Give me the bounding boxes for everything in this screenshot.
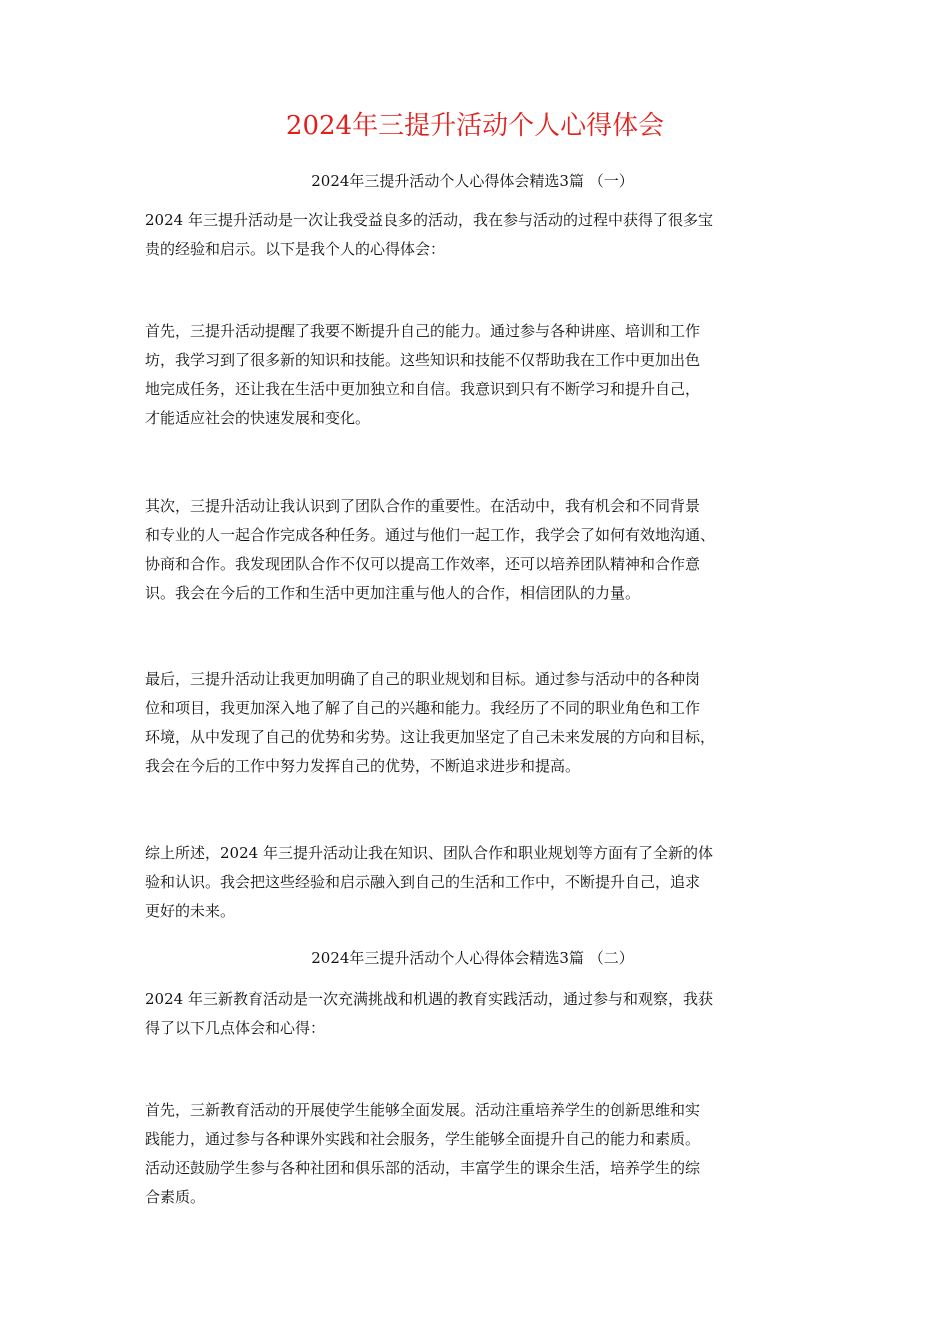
paragraph-line: 最后，三提升活动让我更加明确了自己的职业规划和目标。通过参与活动中的各种岗 xyxy=(145,670,701,688)
paragraph xyxy=(145,317,825,433)
paragraph-line: 和专业的人一起合作完成各种任务。通过与他们一起工作，我学会了如何有效地沟通、 xyxy=(145,526,716,544)
paragraph-line: 识。我会在今后的工作和生活中更加注重与他人的合作，相信团队的力量。 xyxy=(145,584,641,602)
paragraph-line: 首先，三新教育活动的开展使学生能够全面发展。活动注重培养学生的创新思维和实 xyxy=(145,1101,701,1119)
paragraph xyxy=(145,1096,825,1212)
paragraph-line: 协商和合作。我发现团队合作不仅可以提高工作效率，还可以培养团队精神和合作意 xyxy=(145,555,701,573)
paragraph-line: 位和项目，我更加深入地了解了自己的兴趣和能力。我经历了不同的职业角色和工作 xyxy=(145,699,701,717)
paragraph-line: 环境，从中发现了自己的优势和劣势。这让我更加坚定了自己未来发展的方向和目标， xyxy=(145,728,716,746)
paragraph-line: 首先，三提升活动提醒了我要不断提升自己的能力。通过参与各种讲座、培训和工作 xyxy=(145,322,701,340)
section-heading-1: 2024年三提升活动个人心得体会精选3篇 （一） xyxy=(311,172,634,190)
paragraph xyxy=(145,492,825,608)
paragraph xyxy=(145,665,825,781)
paragraph-line: 综上所述，2024 年三提升活动让我在知识、团队合作和职业规划等方面有了全新的体 xyxy=(145,844,713,862)
paragraph-line: 我会在今后的工作中努力发挥自己的优势，不断追求进步和提高。 xyxy=(145,757,581,775)
paragraph-line: 验和认识。我会把这些经验和启示融入到自己的生活和工作中，不断提升自己，追求 xyxy=(145,873,701,891)
document-title: 2024年三提升活动个人心得体会 xyxy=(285,111,665,141)
paragraph-line: 更好的未来。 xyxy=(145,902,236,920)
paragraph xyxy=(145,206,825,264)
paragraph-line: 活动还鼓励学生参与各种社团和俱乐部的活动，丰富学生的课余生活，培养学生的综 xyxy=(145,1159,701,1177)
paragraph-line: 合素质。 xyxy=(145,1188,206,1206)
paragraph-line: 2024 年三提升活动是一次让我受益良多的活动，我在参与活动的过程中获得了很多宝 xyxy=(145,211,713,229)
paragraph-line: 其次，三提升活动让我认识到了团队合作的重要性。在活动中，我有机会和不同背景 xyxy=(145,497,701,515)
paragraph xyxy=(145,839,825,926)
paragraph-line: 才能适应社会的快速发展和变化。 xyxy=(145,409,371,427)
paragraph-line: 坊，我学习到了很多新的知识和技能。这些知识和技能不仅帮助我在工作中更加出色 xyxy=(145,351,701,369)
paragraph-line: 践能力，通过参与各种课外实践和社会服务，学生能够全面提升自己的能力和素质。 xyxy=(145,1130,701,1148)
section-heading-2: 2024年三提升活动个人心得体会精选3篇 （二） xyxy=(311,949,634,967)
paragraph-line: 贵的经验和启示。以下是我个人的心得体会： xyxy=(145,240,446,258)
paragraph-line: 得了以下几点体会和心得： xyxy=(145,1019,326,1037)
paragraph-line: 2024 年三新教育活动是一次充满挑战和机遇的教育实践活动，通过参与和观察，我获 xyxy=(145,990,713,1008)
paragraph-line: 地完成任务，还让我在生活中更加独立和自信。我意识到只有不断学习和提升自己， xyxy=(145,380,701,398)
paragraph xyxy=(145,985,825,1043)
